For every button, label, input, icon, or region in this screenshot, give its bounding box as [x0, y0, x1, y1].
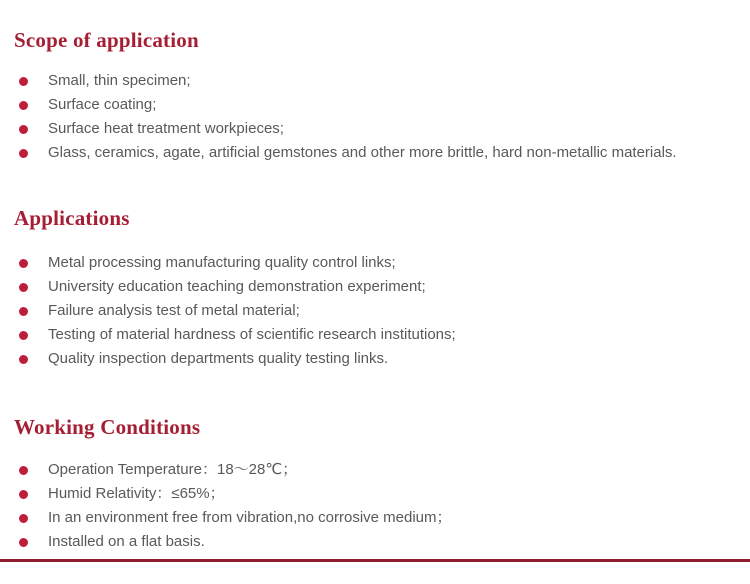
bullet-dot-icon: [19, 331, 28, 340]
section-working-conditions: [0, 415, 750, 554]
list-item-text: Installed on a flat basis.: [48, 533, 205, 550]
bullet-dot-icon: [19, 538, 28, 547]
list-item-text: In an environment free from vibration,no corrosive medium；: [48, 509, 452, 526]
bullet-dot-icon: [19, 514, 28, 523]
list-item-text: Testing of material hardness of scientific research institutions;: [48, 326, 456, 343]
list-item: [14, 323, 736, 347]
list-item-text: Surface coating;: [48, 96, 157, 113]
footer-divider: [0, 559, 750, 562]
bullet-dot-icon: [19, 77, 28, 86]
list-item: [14, 117, 736, 141]
list-item: [14, 69, 736, 93]
list-item: [14, 141, 736, 165]
list-item-text: Glass, ceramics, agate, artificial gemstones and other more brittle, hard non-metallic materials.: [48, 144, 677, 161]
bullet-dot-icon: [19, 259, 28, 268]
section-title-scope: Scope of application: [14, 28, 199, 52]
scope-bullet-list: [14, 69, 736, 165]
list-item: [14, 506, 736, 530]
list-item-text: Failure analysis test of metal material;: [48, 302, 300, 319]
bullet-dot-icon: [19, 307, 28, 316]
list-item-text: Small, thin specimen;: [48, 72, 191, 89]
list-item-text: Metal processing manufacturing quality control links;: [48, 254, 396, 271]
section-title-applications: Applications: [14, 206, 130, 230]
list-item: [14, 482, 736, 506]
list-item-text: Surface heat treatment workpieces;: [48, 120, 284, 137]
list-item-text: Humid Relativity：≤65%；: [48, 485, 225, 502]
list-item-text: University education teaching demonstration experiment;: [48, 278, 426, 295]
list-item-text: Quality inspection departments quality testing links.: [48, 350, 389, 367]
section-title-working-conditions: Working Conditions: [14, 415, 201, 439]
section-applications: [0, 206, 750, 371]
bullet-dot-icon: [19, 101, 28, 110]
list-item: [14, 251, 736, 275]
applications-bullet-list: [14, 251, 736, 371]
bullet-dot-icon: [19, 149, 28, 158]
bullet-dot-icon: [19, 283, 28, 292]
bullet-dot-icon: [19, 490, 28, 499]
list-item: [14, 347, 736, 371]
list-item: [14, 275, 736, 299]
list-item: [14, 299, 736, 323]
bullet-dot-icon: [19, 466, 28, 475]
section-scope-of-application: [0, 28, 750, 165]
bullet-dot-icon: [19, 355, 28, 364]
list-item: [14, 93, 736, 117]
list-item: [14, 530, 736, 554]
bullet-dot-icon: [19, 125, 28, 134]
working-conditions-bullet-list: [14, 458, 736, 554]
list-item: [14, 458, 736, 482]
list-item-text: Operation Temperature：18～28℃；: [48, 461, 298, 478]
